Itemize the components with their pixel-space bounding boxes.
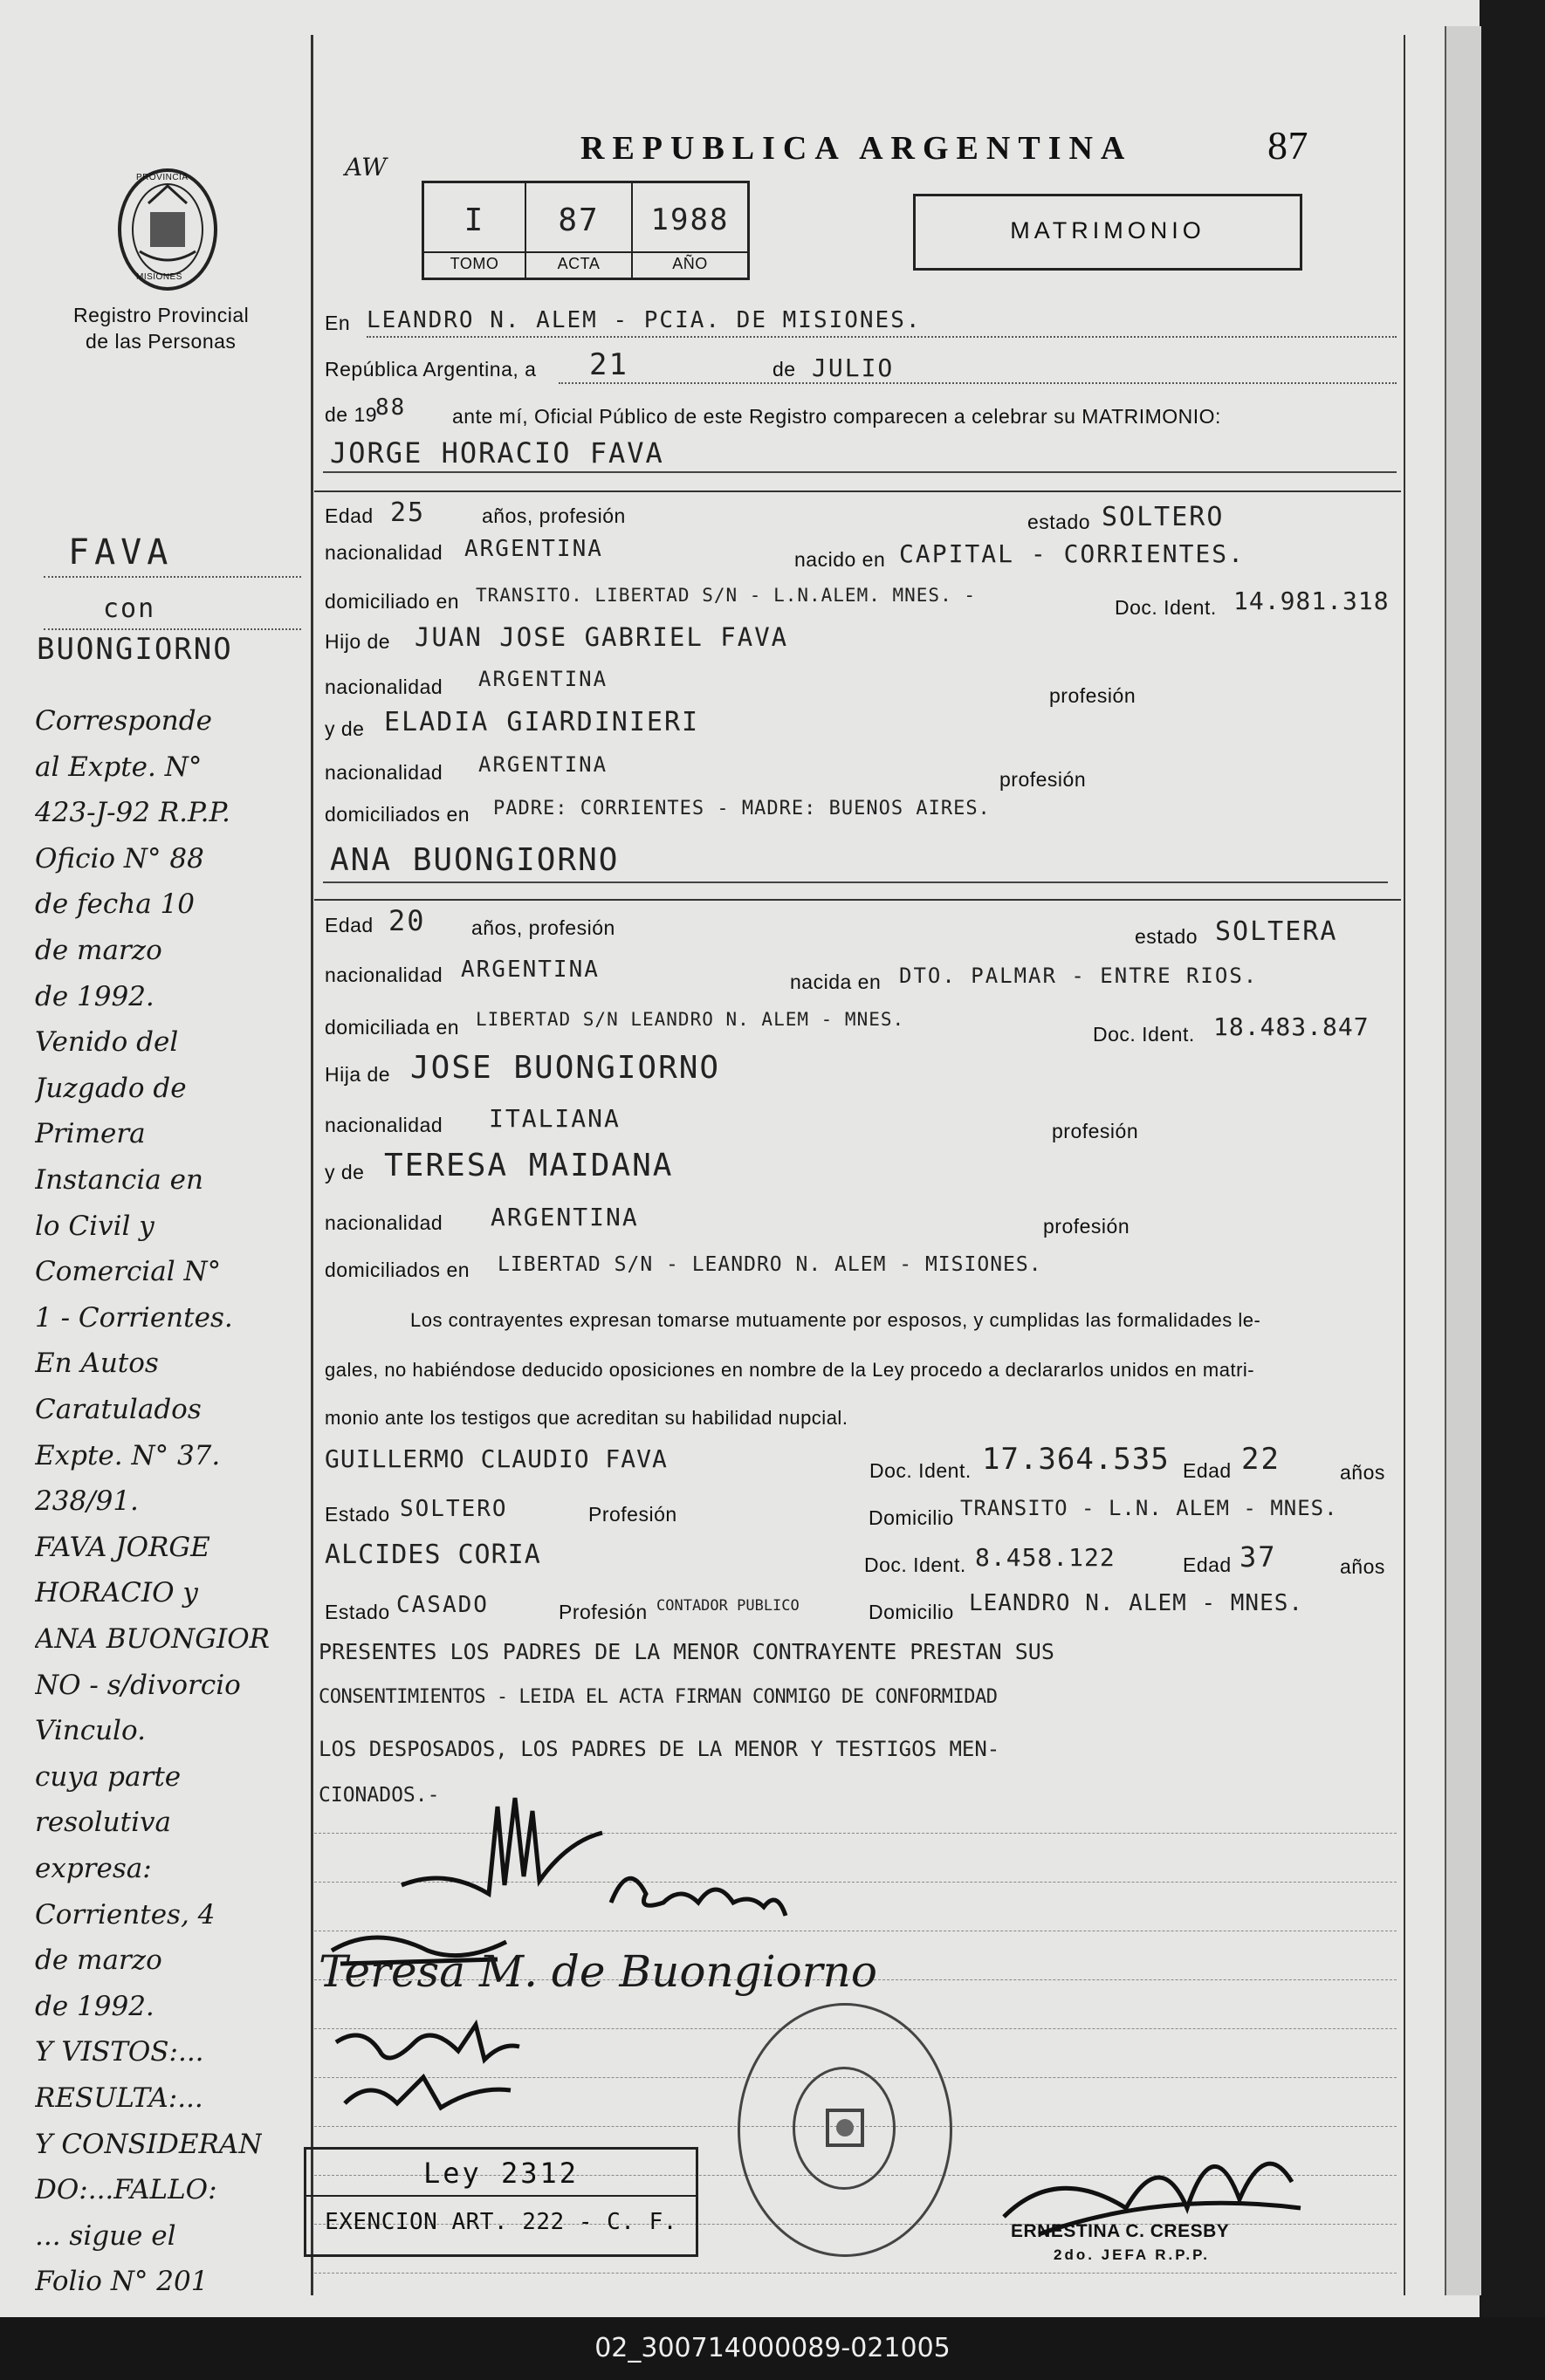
witness-signature-2 [327,2007,528,2121]
official-name: ERNESTINA C. CRESBY [1011,2221,1230,2241]
groom-mother: ELADIA GIARDINIERI [384,707,700,737]
bride-father: JOSE BUONGIORNO [410,1050,721,1086]
margin-note-line: DO:...FALLO: [35,2174,217,2206]
bride-signature [602,1842,794,1938]
witness1-doc-label: Doc. Ident. [869,1459,972,1482]
footer-id: 02_300714000089-021005 [0,2317,1545,2380]
date-line [559,382,1397,384]
corner-note: AW [345,153,387,182]
groom-nac: ARGENTINA [464,536,603,562]
notes-line1: PRESENTES LOS PADRES DE LA MENOR CONTRAYENTE PRESTAN SUS [319,1639,1054,1664]
republica-label: República Argentina, a [325,358,537,381]
bride-yde-label: y de [325,1161,365,1183]
bride-nacida-label: nacida en [790,971,882,993]
witness1-domicilio: TRANSITO - L.N. ALEM - MNES. [960,1496,1338,1520]
margin-note-line: Y VISTOS:... [35,2036,204,2068]
witness1-doc: 17.364.535 [982,1442,1170,1477]
bride-nac-label: nacionalidad [325,964,443,986]
witness1-edad-label: Edad [1183,1459,1232,1482]
margin-title-con: con [103,593,156,624]
registry-line1: Registro Provincial [73,304,250,326]
witness1-estado-label: Estado [325,1503,390,1526]
doc-type-box [913,194,1302,271]
official-stamp [738,2003,952,2257]
margin-note-line: lo Civil y [35,1210,154,1242]
bride-anos-label: años, profesión [471,916,615,939]
month-value: JULIO [812,353,895,382]
witness2-prof-label: Profesión [559,1601,648,1623]
official-title: 2do. JEFA R.P.P. [1054,2246,1211,2263]
record-box [422,181,750,280]
bride-nacida: DTO. PALMAR - ENTRE RIOS. [899,964,1259,988]
acta-value: 87 [558,202,600,238]
seal-top-text: PROVINCIA [136,173,189,182]
witness2-domicilio: LEANDRO N. ALEM - MNES. [969,1590,1304,1616]
margin-note-line: cuya parte [35,1760,182,1793]
margin-note-line: RESULTA:... [35,2082,203,2114]
bride-estado: SOLTERA [1215,916,1338,947]
ley-number: Ley 2312 [422,2157,580,2190]
margin-note-line: de 1992. [35,1990,154,2022]
margin-note-line: NO - s/divorcio [35,1669,241,1701]
groom-edad: 25 [390,497,426,528]
groom-nacido: CAPITAL - CORRIENTES. [899,539,1246,568]
day-value: 21 [589,347,628,382]
de-label: de [772,358,796,381]
margin-note-line: ... sigue el [35,2219,176,2252]
groom-signature [393,1780,611,1938]
ruled-line [314,2273,1397,2274]
section-divider-1 [314,490,1401,492]
ano-label: AÑO [672,255,708,272]
place-line [367,336,1397,338]
declaration-line3: monio ante los testigos que acreditan su habilidad nupcial. [325,1407,848,1429]
right-border [1404,35,1405,2295]
bride-doc-label: Doc. Ident. [1093,1023,1195,1046]
place-value: LEANDRO N. ALEM - PCIA. DE MISIONES. [367,307,922,333]
margin-title-line1 [44,576,301,578]
bride-name-line [323,881,1388,883]
witness2-estado: CASADO [396,1592,489,1618]
witness2-doc-label: Doc. Ident. [864,1554,966,1576]
witness1-prof-label: Profesión [588,1503,677,1526]
bride-name: ANA BUONGIORNO [330,842,620,878]
ante-text: ante mí, Oficial Público de este Registro comparecen a celebrar su MATRIMONIO: [452,405,1221,428]
groom-dom-label: domiciliado en [325,590,460,613]
groom-estado: SOLTERO [1102,502,1225,532]
margin-note-line: Y CONSIDERAN [35,2128,263,2160]
groom-domicilio: TRANSITO. LIBERTAD S/N - L.N.ALEM. MNES. - [476,585,977,606]
groom-doc-label: Doc. Ident. [1115,596,1217,619]
mother-signature-text: Teresa M. de Buongiorno [319,1946,877,1997]
groom-mother-nac: ARGENTINA [478,752,608,777]
groom-father-prof-label: profesión [1049,684,1136,707]
bride-domicilio: LIBERTAD S/N LEANDRO N. ALEM - MNES. [476,1009,905,1030]
margin-note-line: Oficio N° 88 [35,842,204,874]
margin-note-line: HORACIO y [35,1577,198,1609]
margin-note-line: Juzgado de [35,1072,187,1104]
groom-father-nac-label: nacionalidad [325,676,443,698]
witness2-edad: 37 [1239,1540,1277,1574]
ano-value: 1988 [650,202,730,237]
country-title: REPUBLICA ARGENTINA [580,130,1133,167]
seal-bottom-text: MISIONES [136,272,182,282]
page-number: 87 [1267,123,1308,168]
notes-line2: CONSENTIMIENTOS - LEIDA EL ACTA FIRMAN CONMIGO DE CONFORMIDAD [319,1686,998,1708]
margin-note-line: expresa: [35,1853,152,1884]
witness1-dom-label: Domicilio [869,1506,954,1529]
witness2-edad-label: Edad [1183,1554,1232,1576]
margin-note-line: FAVA JORGE [35,1531,210,1563]
margin-note-line: de marzo [35,1944,162,1977]
ley-exencion: EXENCION ART. 222 - C. F. [325,2209,677,2235]
bride-father-nac-label: nacionalidad [325,1114,443,1136]
witness1-estado: SOLTERO [400,1496,508,1522]
bride-nac: ARGENTINA [461,957,600,983]
margin-note-line: Primera [35,1118,146,1150]
witness2-anos-label: años [1340,1555,1385,1578]
bride-father-nac: ITALIANA [489,1104,621,1133]
margin-note-line: Expte. N° 37. [35,1439,221,1471]
bride-doc: 18.483.847 [1213,1012,1370,1041]
margin-note-line: 1 - Corrientes. [35,1301,233,1334]
bride-mother-prof-label: profesión [1043,1215,1130,1238]
margin-note-line: al Expte. N° [35,751,203,783]
groom-nacido-label: nacido en [794,548,886,571]
margin-note-line: Instancia en [35,1164,203,1196]
groom-nac-label: nacionalidad [325,541,443,564]
groom-doc: 14.981.318 [1233,586,1390,615]
witness2-estado-label: Estado [325,1601,390,1623]
acta-label: ACTA [557,255,601,272]
section-divider-2 [314,899,1401,901]
groom-mother-prof-label: profesión [999,768,1087,791]
bride-mother-nac-label: nacionalidad [325,1211,443,1234]
witness1-name: GUILLERMO CLAUDIO FAVA [325,1444,668,1473]
bride-edad-label: Edad [325,914,374,936]
tomo-value: I [464,202,485,238]
groom-father-nac: ARGENTINA [478,667,608,691]
groom-anos-label: años, profesión [482,504,626,527]
bride-edad: 20 [388,904,426,937]
witness1-anos-label: años [1340,1461,1385,1484]
groom-edad-label: Edad [325,504,374,527]
bride-estado-label: estado [1135,925,1198,948]
margin-note-line: resolutiva [35,1807,171,1839]
margin-note-line: Corresponde [35,705,212,737]
ley-box [304,2147,698,2257]
margin-note-line: Comercial N° [35,1256,222,1288]
groom-estado-label: estado [1027,511,1091,533]
margin-note-line: En Autos [35,1348,159,1380]
notes-line3: LOS DESPOSADOS, LOS PADRES DE LA MENOR Y TESTIGOS MEN- [319,1737,1000,1761]
margin-note-line: Venido del [35,1026,179,1059]
declaration-line1: Los contrayentes expresan tomarse mutuamente por esposos, y cumplidas las formalidades le- [410,1309,1261,1331]
witness2-dom-label: Domicilio [869,1601,954,1623]
groom-parents-dom: PADRE: CORRIENTES - MADRE: BUENOS AIRES. [493,798,991,820]
margin-note-line: de marzo [35,935,162,966]
groom-yde-label: y de [325,717,365,740]
groom-doms-label: domiciliados en [325,803,470,826]
bride-mother: TERESA MAIDANA [384,1148,674,1183]
en-label: En [325,312,351,334]
margin-title-line2 [44,628,301,630]
year-suffix: 88 [375,394,407,421]
witness2-profesion: CONTADOR PUBLICO [656,1597,800,1615]
registry-line2: de las Personas [86,330,237,353]
bride-doms-label: domiciliados en [325,1259,470,1281]
margin-note-line: Corrientes, 4 [35,1898,216,1931]
witness2-name: ALCIDES CORIA [325,1540,541,1570]
tomo-label: TOMO [450,255,499,272]
margin-note-line: 423-J-92 R.P.P. [35,797,230,829]
margin-note-line: Vinculo. [35,1715,146,1747]
groom-hijo-label: Hijo de [325,630,391,653]
margin-note-line: 238/91. [35,1485,139,1518]
margin-note-line: Caratulados [35,1394,202,1425]
margin-title-fava: FAVA [68,532,174,573]
margin-note-line: de 1992. [35,980,154,1012]
doc-type: MATRIMONIO [1010,217,1205,243]
witness2-doc: 8.458.122 [975,1543,1116,1572]
bride-mother-nac: ARGENTINA [491,1203,639,1231]
margin-note-line: Folio N° 201 [35,2266,209,2298]
groom-name: JORGE HORACIO FAVA [330,436,664,470]
bride-dom-label: domiciliada en [325,1016,460,1039]
stamp-emblem-icon [819,2102,871,2154]
margin-title-buongiorno: BUONGIORNO [37,632,233,667]
declaration-line2: gales, no habiéndose deducido oposiciones en nombre de la Ley procedo a declararlos unidos en matri- [325,1359,1255,1381]
groom-father: JUAN JOSE GABRIEL FAVA [415,622,789,652]
groom-mother-nac-label: nacionalidad [325,761,443,784]
witness1-edad: 22 [1241,1442,1281,1477]
groom-name-line [323,471,1397,473]
margin-note-line: ANA BUONGIOR [35,1623,270,1655]
bride-father-prof-label: profesión [1052,1120,1139,1142]
bride-hija-label: Hija de [325,1063,391,1086]
binding-edge [1445,26,1481,2295]
notes-line4: CIONADOS.- [319,1784,440,1807]
margin-note-line: de fecha 10 [35,888,195,921]
year-prefix: de 19 [325,403,378,426]
margin-divider [311,35,313,2295]
bride-parents-dom: LIBERTAD S/N - LEANDRO N. ALEM - MISIONES. [498,1253,1042,1276]
